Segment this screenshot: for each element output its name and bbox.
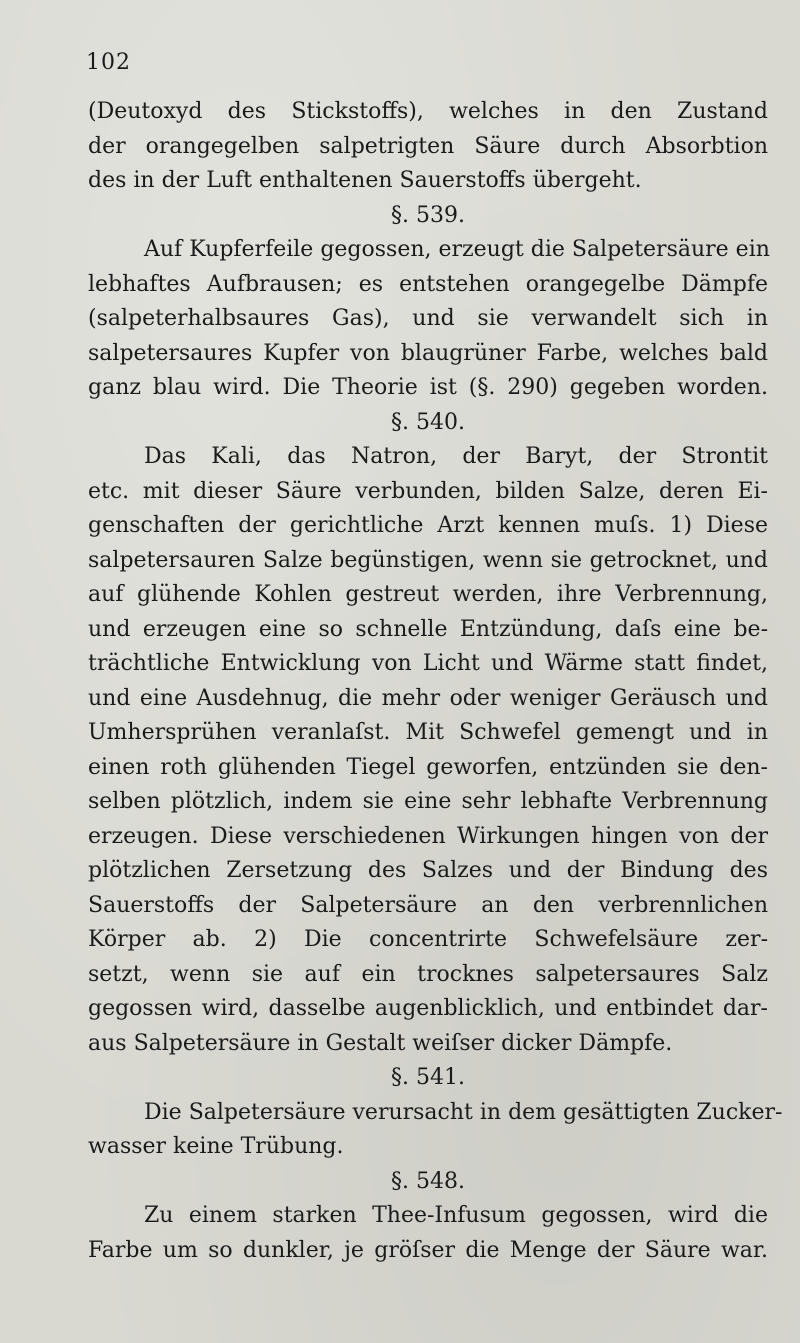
text-line: erzeugen. Diese verschiedenen Wirkungen hingen von der [88,823,768,849]
text-line: Körper ab. 2) Die concentrirte Schwefelsäure zer- [88,927,768,952]
text-line: und erzeugen eine so schnelle Entzündung, daſs eine be- [88,616,768,642]
text-line: Auf Kupferfeile gegossen, erzeugt die Salpetersäure ein [144,237,770,262]
text-line: einen roth glühenden Tiegel geworfen, entzünden sie den- [88,754,768,780]
text-line: trächtliche Entwicklung von Licht und Wärme statt findet, [88,651,768,676]
text-line: Sauerstoffs der Salpetersäure an den verbrennlichen [88,892,768,918]
text-line: gegossen wird, dasselbe augenblicklich, und entbindet dar- [88,996,768,1021]
text-line: aus Salpetersäure in Gestalt weiſser dicker Dämpfe. [88,1030,673,1056]
text-line: (salpeterhalbsaures Gas), und sie verwandelt sich in [88,306,768,331]
page-number: 102 [86,50,131,75]
text-line: (Deutoxyd des Stickstoffs), welches in den Zustand [88,99,768,124]
text-line: Farbe um so dunkler, je gröſser die Menge der Säure war. [88,1237,768,1263]
section-heading: §. 548. [391,1168,465,1194]
text-line: Zu einem starken Thee-Infusum gegossen, wird die [144,1203,768,1228]
text-line: genschaften der gerichtliche Arzt kennen muſs. 1) Diese [88,513,768,538]
text-line: plötzlichen Zersetzung des Salzes und der Bindung des [88,858,768,883]
text-line: auf glühende Kohlen gestreut werden, ihre Verbrennung, [88,582,768,607]
text-line: lebhaftes Aufbrausen; es entstehen orangegelbe Dämpfe [88,271,768,297]
section-heading: §. 541. [391,1065,465,1090]
text-line: selben plötzlich, indem sie eine sehr lebhafte Verbrennung [88,789,768,814]
section-heading: §. 540. [391,409,465,435]
text-line: Die Salpetersäure verursacht in dem gesättigten Zucker- [144,1099,783,1125]
text-line: ganz blau wird. Die Theorie ist (§. 290) gegeben worden. [88,375,768,400]
text-line: wasser keine Trübung. [88,1134,344,1159]
text-line: des in der Luft enthaltenen Sauerstoffs übergeht. [88,168,642,193]
text-line: Umhersprühen veranlaſst. Mit Schwefel gemengt und in [88,720,768,745]
section-heading: §. 539. [391,202,465,228]
text-line: etc. mit dieser Säure verbunden, bilden Salze, deren Ei- [88,478,768,504]
text-line: Das Kali, das Natron, der Baryt, der Strontit [144,444,768,469]
text-line: salpetersaures Kupfer von blaugrüner Farbe, welches bald [88,340,768,366]
text-line: salpetersauren Salze begünstigen, wenn sie getrocknet, und [88,547,768,573]
text-line: setzt, wenn sie auf ein trocknes salpetersaures Salz [88,961,768,987]
body-text [88,95,783,1268]
text-line: der orangegelben salpetrigten Säure durch Absorbtion [88,133,768,159]
text-line: und eine Ausdehnug, die mehr oder weniger Geräusch und [88,685,768,711]
